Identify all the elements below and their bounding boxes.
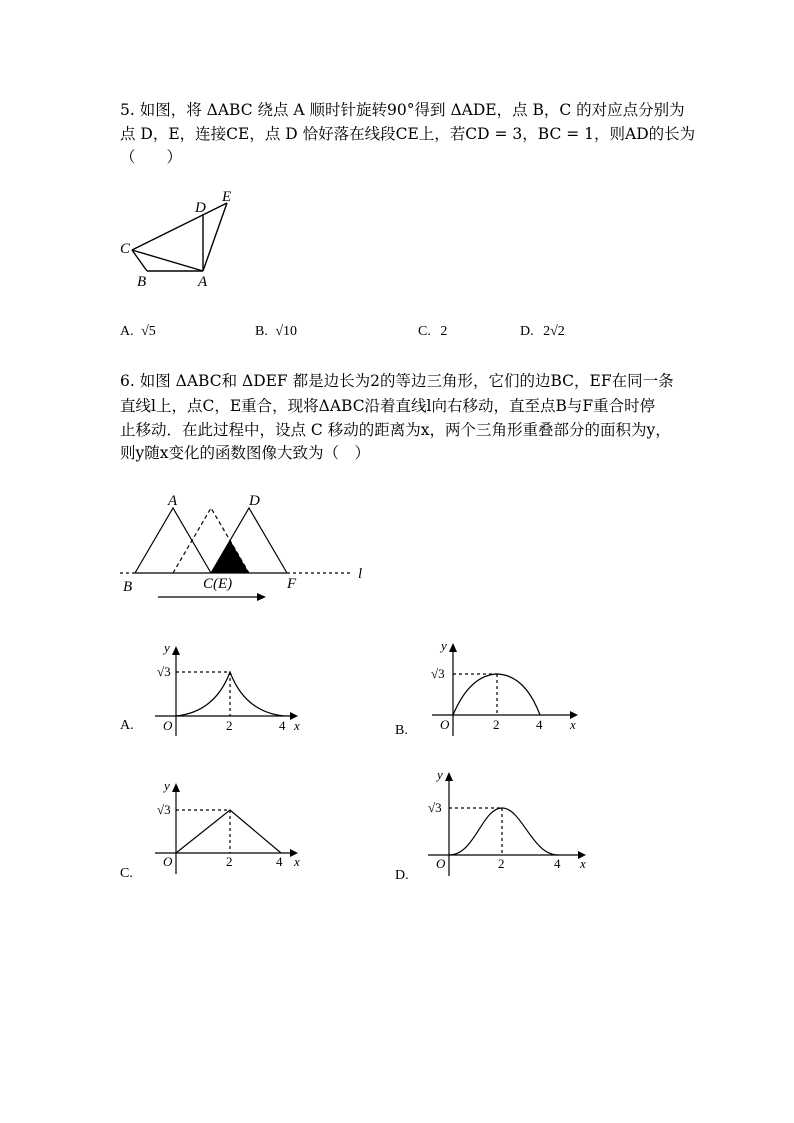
svg-text:O: O — [436, 856, 446, 871]
option-letter: D. — [520, 324, 534, 339]
option-value: √10 — [275, 324, 298, 339]
q6-label-B: B — [123, 579, 133, 595]
q5-label-B: B — [137, 274, 147, 290]
svg-text:√3: √3 — [431, 666, 445, 681]
svg-text:√3: √3 — [428, 800, 442, 815]
q5-label-A: A — [198, 274, 208, 290]
svg-text:√3: √3 — [157, 664, 171, 679]
option-letter: C. — [418, 324, 431, 339]
option-letter: B. — [255, 324, 268, 339]
q6-label-A: A — [168, 493, 178, 509]
q6-line-4: 则y随x变化的函数图像大致为（ ） — [120, 444, 370, 462]
q5-label-D: D — [195, 200, 206, 216]
svg-text:2: 2 — [493, 717, 500, 732]
svg-text:x: x — [580, 856, 586, 871]
q5-line-3: （ ） — [120, 148, 183, 166]
option-value: 2 — [440, 324, 448, 339]
svg-text:4: 4 — [279, 718, 286, 733]
q6-line-2: 直线l上，点C，E重合，现将ΔABC沿着直线l向右移动，直至点B与F重合时停 — [120, 397, 656, 415]
q6-label-F: F — [287, 576, 297, 592]
q6-line-1: 6. 如图 ΔABC和 ΔDEF 都是边长为2的等边三角形，它们的边BC，EF在同一条 — [120, 372, 674, 390]
option-letter: A. — [120, 324, 134, 339]
q6-label-D: D — [249, 493, 260, 509]
q5-label-C: C — [120, 241, 131, 257]
option-value: 2√2 — [543, 324, 565, 339]
q5-line-1: 5. 如图，将 ΔABC 绕点 A 顺时针旋转90°得到 ΔADE，点 B，C 的对应点分别为 — [120, 101, 685, 119]
q6-line-3: 止移动．在此过程中，设点 C 移动的距离为x，两个三角形重叠部分的面积为y， — [120, 421, 671, 439]
svg-text:O: O — [163, 718, 173, 733]
q6-label-CE: C(E) — [203, 576, 233, 592]
svg-text:O: O — [163, 854, 173, 869]
q5-label-E: E — [222, 189, 232, 205]
svg-text:2: 2 — [498, 856, 505, 871]
q5-line-2: 点 D，E，连接CE，点 D 恰好落在线段CE上，若CD = 3，BC = 1，则AD的长为 — [120, 125, 696, 143]
q6-option-b[interactable]: B. — [395, 723, 408, 738]
svg-text:4: 4 — [536, 717, 543, 732]
svg-text:x: x — [294, 854, 300, 869]
q6-label-l: l — [358, 566, 363, 582]
svg-text:y: y — [437, 767, 443, 782]
svg-text:4: 4 — [554, 856, 561, 871]
svg-text:√3: √3 — [157, 802, 171, 817]
svg-text:y: y — [441, 638, 447, 653]
option-value: √5 — [141, 324, 156, 339]
q6-option-a[interactable]: A. — [120, 718, 134, 733]
svg-text:2: 2 — [226, 854, 233, 869]
svg-text:y: y — [164, 778, 170, 793]
curve-d — [449, 808, 558, 855]
svg-text:O: O — [440, 717, 450, 732]
svg-text:4: 4 — [276, 854, 283, 869]
q6-option-c[interactable]: C. — [120, 866, 133, 881]
svg-text:x: x — [570, 717, 576, 732]
svg-text:2: 2 — [226, 718, 233, 733]
svg-text:y: y — [164, 640, 170, 655]
q6-option-d[interactable]: D. — [395, 868, 409, 883]
svg-text:x: x — [294, 718, 300, 733]
